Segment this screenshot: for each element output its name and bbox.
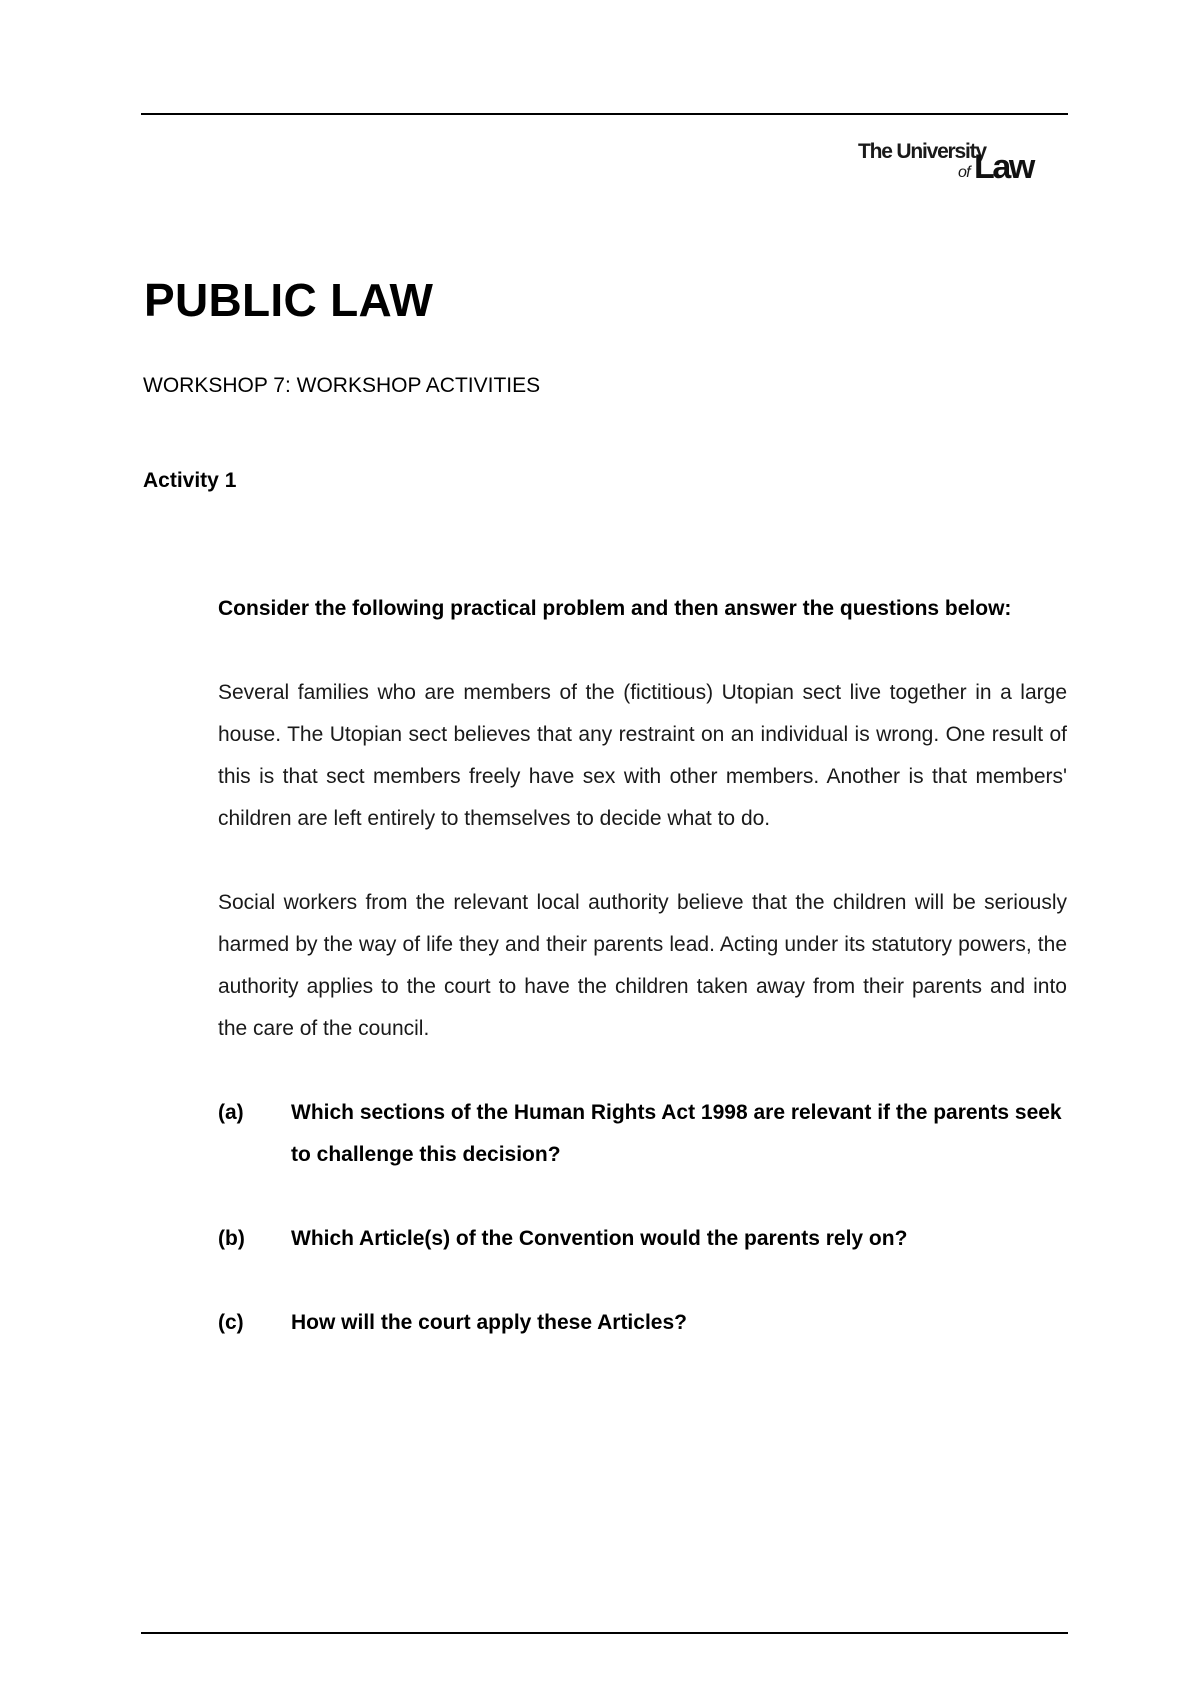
document-title: PUBLIC LAW — [144, 274, 434, 326]
activity-instruction: Consider the following practical problem and then answer the questions below: — [218, 597, 1012, 620]
logo-text-the-university: The University — [858, 140, 986, 163]
question-text: How will the court apply these Articles? — [291, 1311, 687, 1334]
question-label: (c) — [218, 1311, 244, 1334]
logo-text-law: Law — [974, 148, 1033, 186]
header-rule — [141, 113, 1068, 115]
university-of-law-logo — [858, 136, 1070, 184]
activity-heading: Activity 1 — [143, 469, 237, 492]
scenario-paragraph: Social workers from the relevant local authority believe that the children will be seriously harmed by the way of life they and their parents lead. Acting under its statutory powers, the authority applies to the court to have the children taken away from their parents and into the care of the council. — [218, 891, 1067, 1040]
question-label: (b) — [218, 1227, 245, 1250]
question-text: Which Article(s) of the Convention would the parents rely on? — [291, 1227, 908, 1250]
question-text: Which sections of the Human Rights Act 1998 are relevant if the parents seek to challenge this decision? — [291, 1101, 1062, 1166]
question-item — [218, 1092, 1067, 1176]
question-item — [218, 1302, 1067, 1344]
scenario-paragraph: Several families who are members of the (fictitious) Utopian sect live together in a large house. The Utopian sect believes that any restraint on an individual is wrong. One result of this is that sect members freely have sex with other members. Another is that members' children are left entirely to themselves to decide what to do. — [218, 681, 1067, 830]
question-label: (a) — [218, 1101, 244, 1124]
activity-content — [218, 588, 1067, 1386]
workshop-subtitle: WORKSHOP 7: WORKSHOP ACTIVITIES — [143, 374, 541, 397]
footer-rule — [141, 1632, 1068, 1634]
logo-text-of: of — [958, 164, 970, 181]
question-item — [218, 1218, 1067, 1260]
